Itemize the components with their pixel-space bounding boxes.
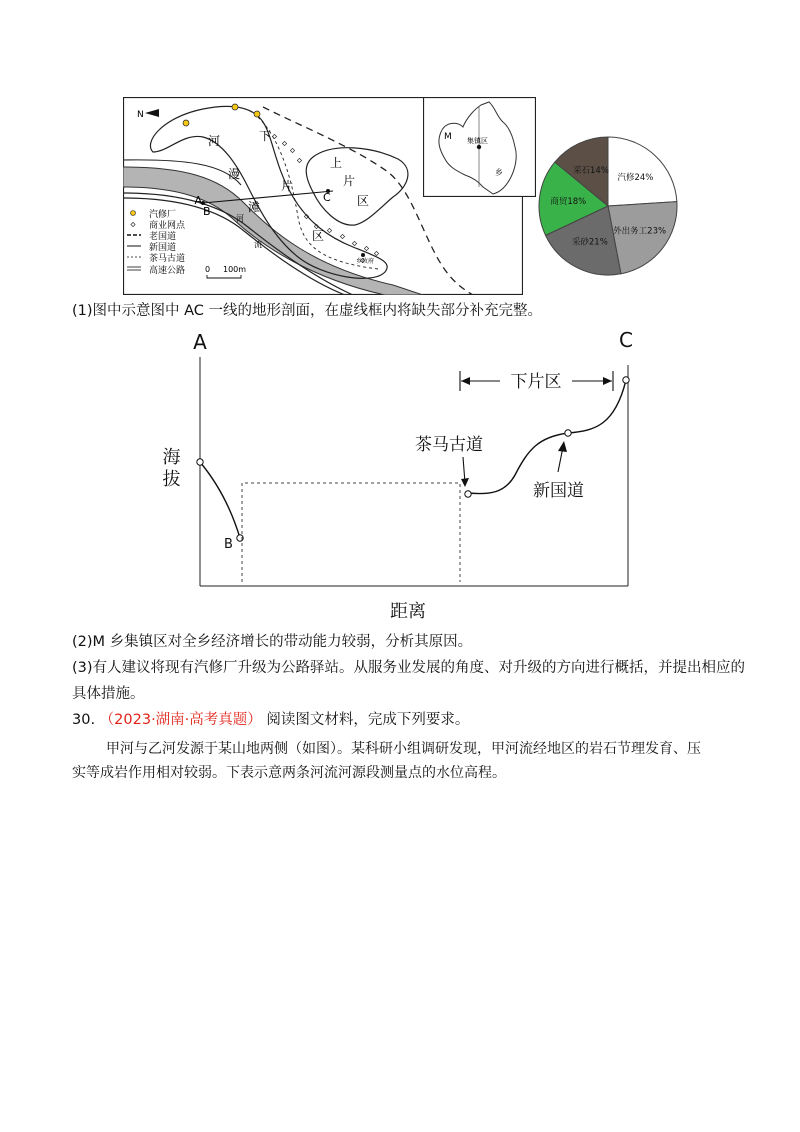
arrow-head-left xyxy=(461,377,470,385)
question-30-header xyxy=(72,710,469,730)
profile-ylabel: 海拔 xyxy=(160,447,181,491)
inset-district-label: 集镇区 xyxy=(467,137,488,145)
industry-pie-chart xyxy=(536,134,680,278)
garage-icon xyxy=(183,120,189,126)
label-river-liu: 流 xyxy=(254,240,262,249)
legend-label: 新国道 xyxy=(149,243,177,253)
legend-label: 茶马古道 xyxy=(149,254,186,264)
terrain-profile-diagram xyxy=(160,325,650,630)
map-point-a: A xyxy=(194,194,202,207)
profile-xlabel: 距离 xyxy=(390,601,426,622)
map-point-b: B xyxy=(203,205,211,218)
inset-location-map xyxy=(423,97,536,197)
question-3-line-2: 具体措施。 xyxy=(72,686,145,702)
question-2: (2)M 乡集镇区对全乡经济增长的带动能力较弱，分析其原因。 xyxy=(72,634,473,650)
label-shang: 上 xyxy=(330,156,343,170)
label-he: 河 xyxy=(208,134,221,148)
town-center-dot xyxy=(477,145,481,149)
label-pian-upper: 片 xyxy=(343,174,356,188)
profile-tea-road-label: 茶马古道 xyxy=(415,435,483,455)
profile-curve-left xyxy=(200,462,240,538)
legend-label: 汽修厂 xyxy=(149,210,177,220)
pie-label-2: 采砂21% xyxy=(571,237,608,248)
map-point-c: C xyxy=(323,191,331,204)
profile-point-b: B xyxy=(224,537,233,552)
new-road-arrow-head xyxy=(558,441,567,452)
pie-label-4: 采石14% xyxy=(573,165,609,176)
inset-m-label: M xyxy=(444,132,452,142)
pie-label-0: 汽修24% xyxy=(617,172,654,183)
label-qu-upper: 区 xyxy=(357,194,370,208)
garage-icon xyxy=(232,104,238,110)
township-gov-dot xyxy=(361,253,365,257)
profile-point-c: C xyxy=(619,328,633,352)
question-1: (1)图中示意图中 AC 一线的地形剖面，在虚线框内将缺失部分补充完整。 xyxy=(72,303,543,319)
pie-label-3: 商贸18% xyxy=(550,196,587,207)
profile-curve-right xyxy=(468,380,626,494)
label-tan: 滩 xyxy=(248,200,261,214)
tea-road-arrow-head xyxy=(461,478,469,487)
profile-new-road-label: 新国道 xyxy=(533,481,584,501)
question-30-instruction: 阅读图文材料，完成下列要求。 xyxy=(266,712,470,728)
scale-zero: 0 xyxy=(205,265,211,274)
scale-distance: 100m xyxy=(223,265,247,274)
question-30-source: （2023·湖南·高考真题） xyxy=(99,712,262,728)
question-30-number: 30. xyxy=(72,712,96,728)
label-township-gov: 乡政府 xyxy=(356,258,375,265)
label-xia: 下 xyxy=(259,129,272,143)
label-pian-lower: 片 xyxy=(281,179,294,193)
pie-slice-0 xyxy=(608,137,677,206)
pie-label-1: 外出务工23% xyxy=(613,226,667,237)
legend-garage-icon xyxy=(131,211,136,216)
label-river-he: 河 xyxy=(236,214,244,223)
profile-xia-pian-qu-label: 下片区 xyxy=(510,372,562,392)
missing-part-dashed-box xyxy=(242,483,460,582)
profile-node-a-side xyxy=(197,459,203,465)
profile-node-new-road xyxy=(565,430,571,436)
material-line-2: 实等成岩作用相对较弱。下表示意两条河流河源段测量点的水位高程。 xyxy=(72,765,506,781)
label-qu-lower: 区 xyxy=(312,229,325,243)
material-line-1: 甲河与乙河发源于某山地两侧（如图）。某科研小组调研发现，甲河流经地区的岩石节理发育、压 xyxy=(106,741,701,757)
profile-point-a: A xyxy=(193,330,207,354)
north-arrow-label: N xyxy=(137,110,144,120)
inset-xiang-label: 乡 xyxy=(495,168,503,177)
legend-label: 高速公路 xyxy=(149,266,186,276)
legend-label: 老国道 xyxy=(149,232,177,242)
legend-label: 商业网点 xyxy=(149,221,186,231)
profile-node-c xyxy=(623,377,629,383)
garage-icon xyxy=(254,111,260,117)
profile-node-tea-road xyxy=(465,491,471,497)
arrow-head-right xyxy=(603,377,612,385)
question-3-line-1: (3)有人建议将现有汽修厂升级为公路驿站。从服务业发展的角度、对升级的方向进行概括，并提出相应的 xyxy=(72,660,746,676)
label-man: 漫 xyxy=(228,167,241,181)
